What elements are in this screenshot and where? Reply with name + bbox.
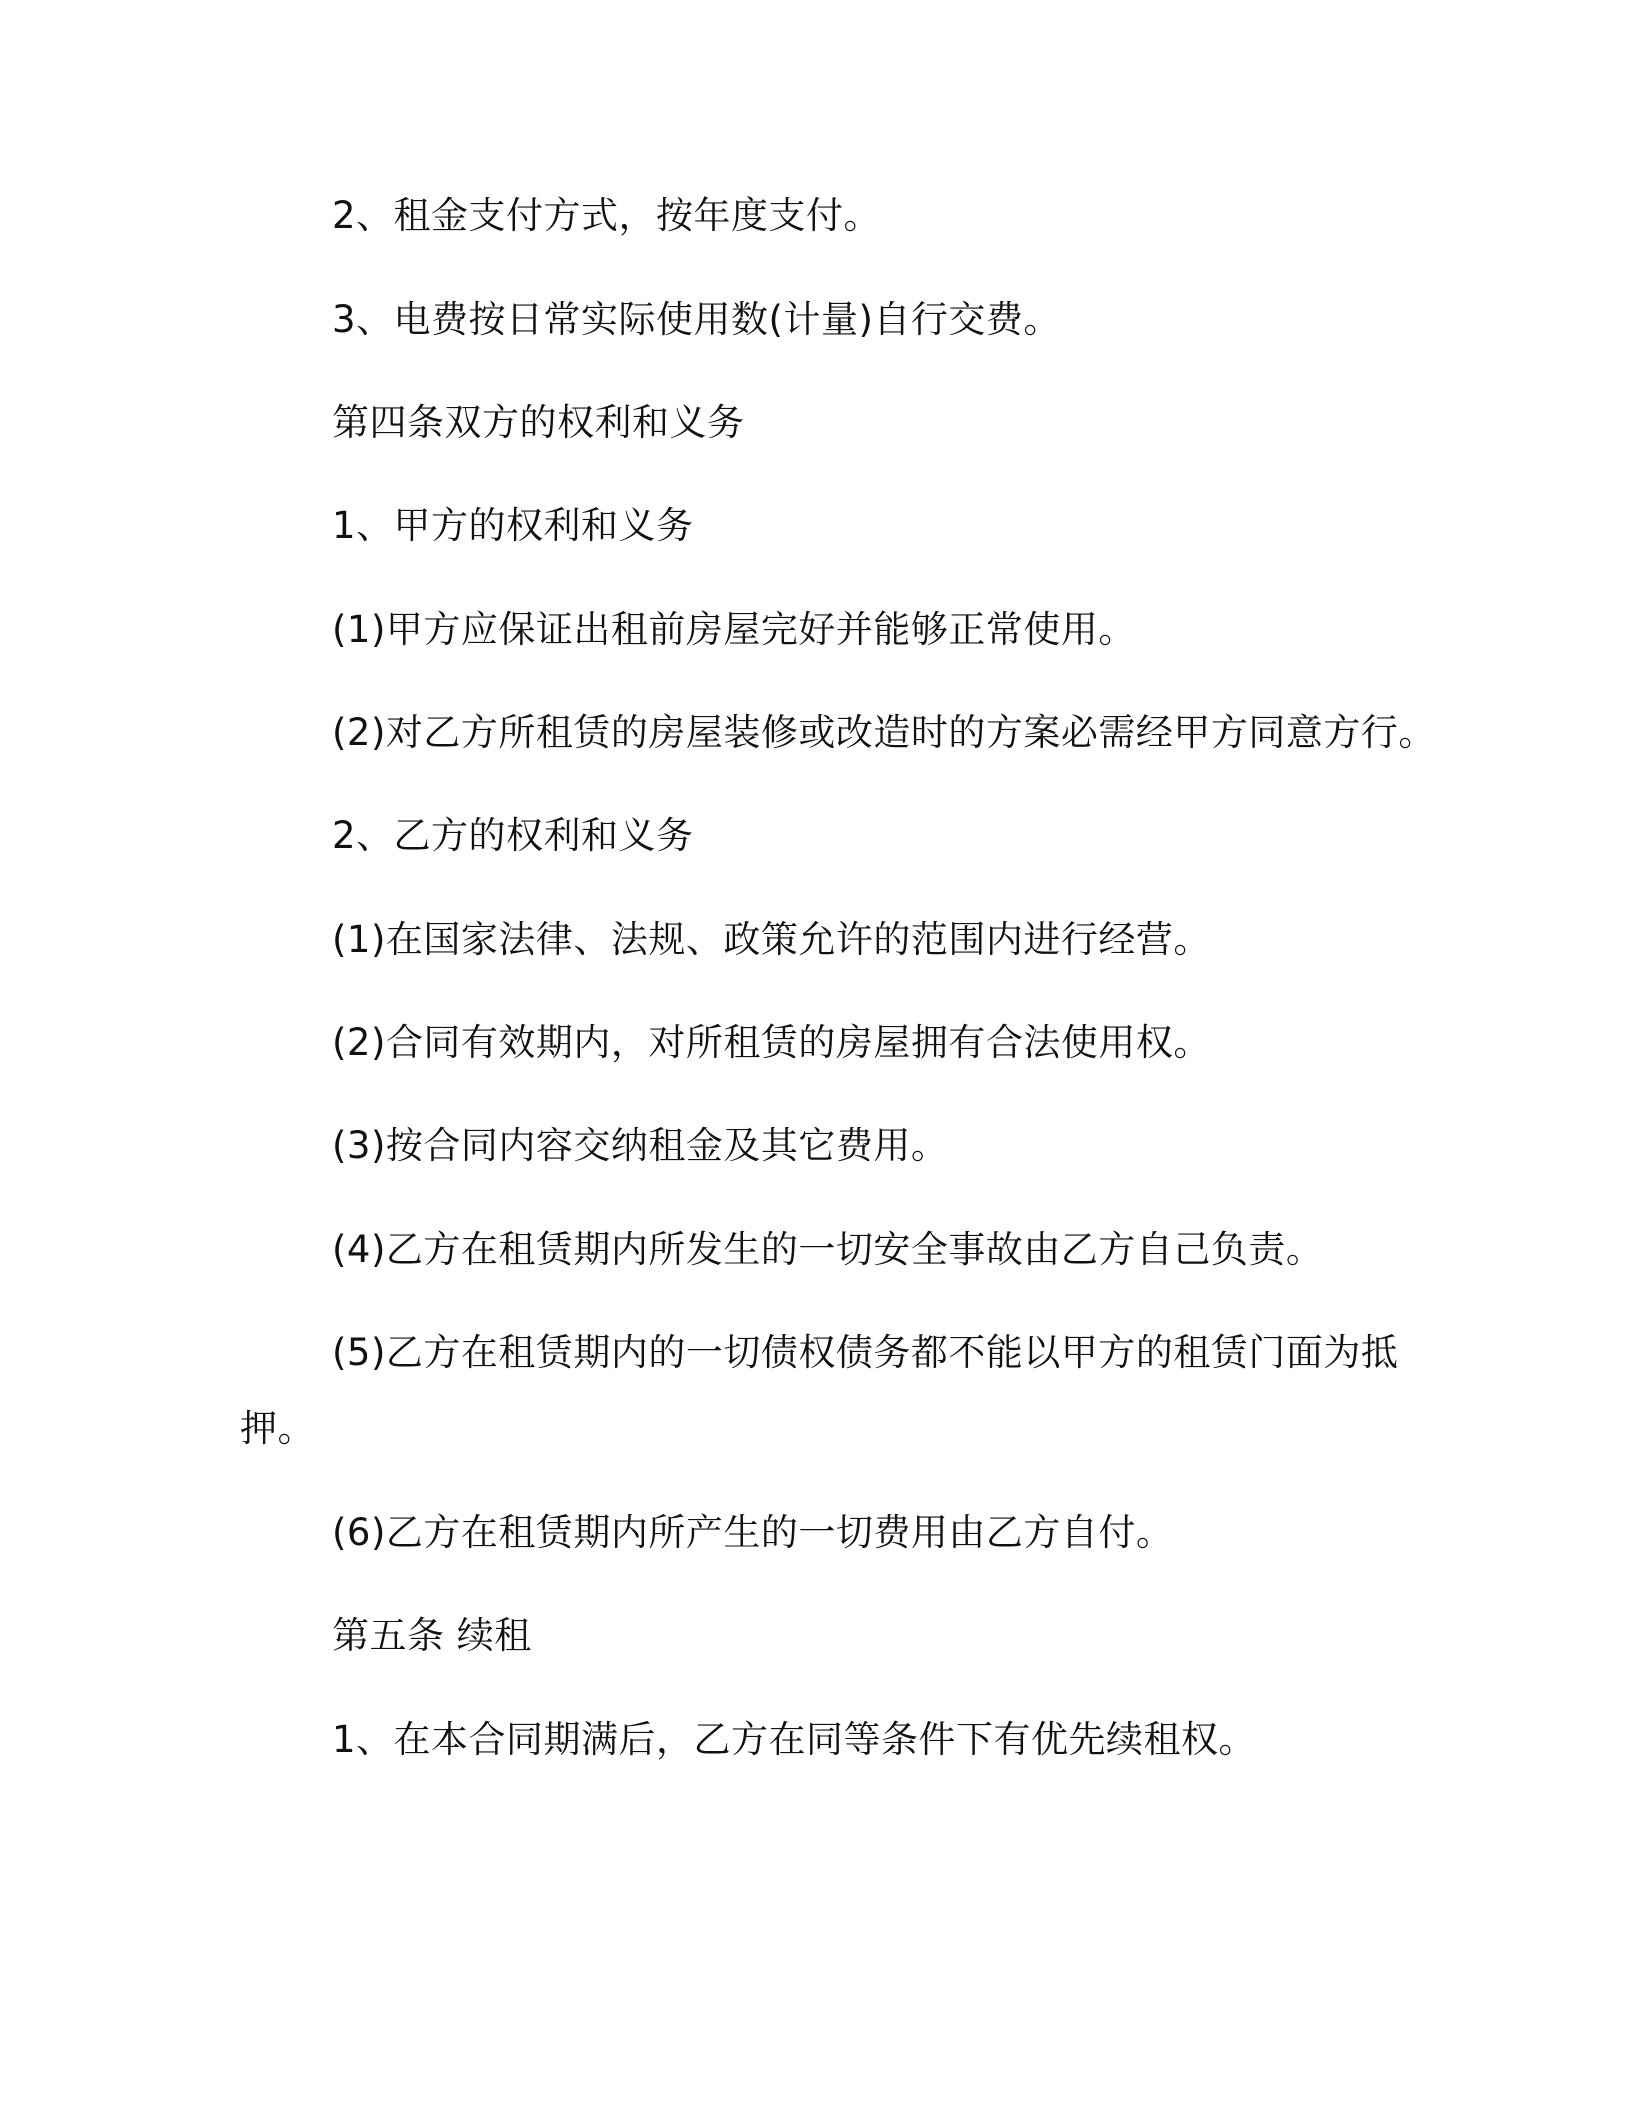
heading-article-five: 第五条 续租: [332, 1614, 532, 1657]
paragraph-renewal-item-1: 1、在本合同期满后，乙方在同等条件下有优先续租权。: [332, 1718, 1257, 1761]
paragraph-b-item-2: (2)合同有效期内，对所租赁的房屋拥有合法使用权。: [332, 1021, 1211, 1064]
paragraph-b-item-5: (5)乙方在租赁期内的一切债权债务都不能以甲方的租赁门面为抵: [332, 1331, 1399, 1374]
subheading-party-b-rights: 2、乙方的权利和义务: [332, 814, 694, 857]
paragraph-rent-payment: 2、租金支付方式，按年度支付。: [332, 194, 882, 237]
paragraph-b-item-1: (1)在国家法律、法规、政策允许的范围内进行经营。: [332, 918, 1211, 961]
paragraph-b-item-6: (6)乙方在租赁期内所产生的一切费用由乙方自付。: [332, 1511, 1174, 1554]
paragraph-a-item-2: (2)对乙方所租赁的房屋装修或改造时的方案必需经甲方同意方行。: [332, 711, 1436, 754]
paragraph-a-item-1: (1)甲方应保证出租前房屋完好并能够正常使用。: [332, 608, 1136, 651]
paragraph-b-item-5-continued: 押。: [240, 1407, 315, 1450]
paragraph-b-item-4: (4)乙方在租赁期内所发生的一切安全事故由乙方自己负责。: [332, 1228, 1324, 1271]
heading-article-four: 第四条双方的权利和义务: [332, 401, 745, 444]
paragraph-b-item-3: (3)按合同内容交纳租金及其它费用。: [332, 1124, 949, 1167]
subheading-party-a-rights: 1、甲方的权利和义务: [332, 504, 694, 547]
paragraph-electricity-fee: 3、电费按日常实际使用数(计量)自行交费。: [332, 298, 1061, 341]
